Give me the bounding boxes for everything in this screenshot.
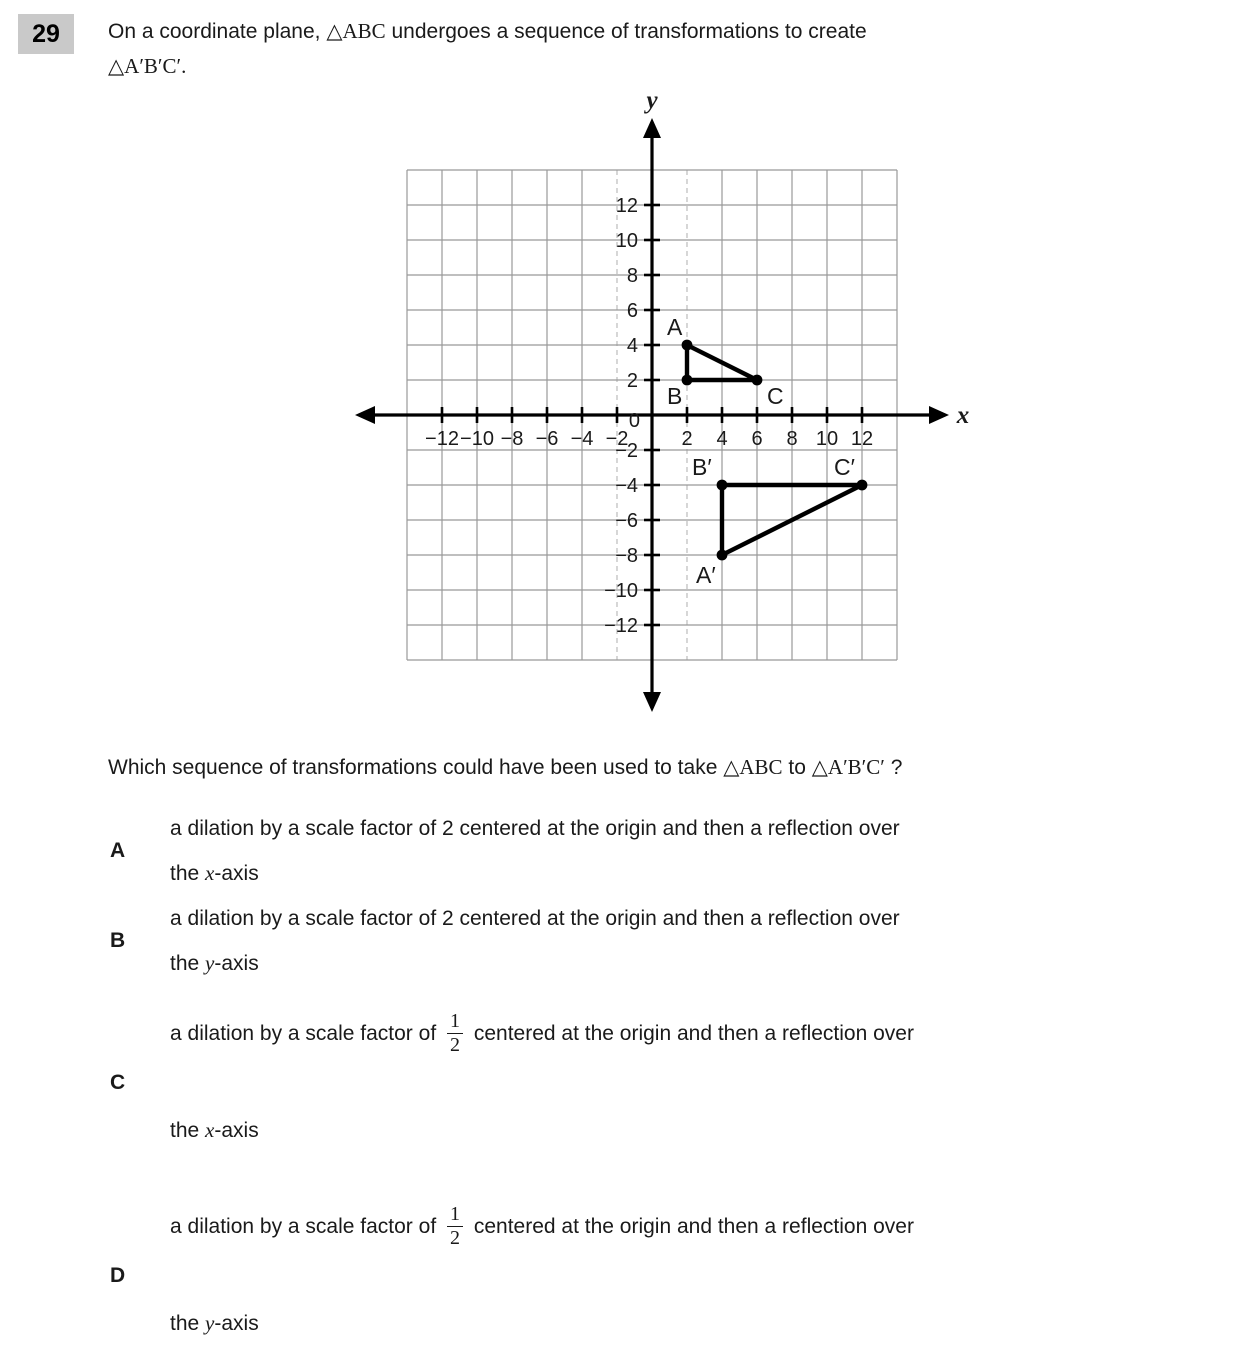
prompt-part3: ? (884, 756, 903, 779)
answer-choice-b[interactable] (104, 896, 1204, 986)
choice-text-middle: centered at the origin and then a reflection over (468, 1022, 914, 1045)
vertex-label: A (667, 314, 683, 340)
vertex-label: A′ (696, 562, 716, 588)
vertex-point (682, 340, 693, 351)
vertex-label: B (667, 383, 683, 409)
question-prompt (108, 752, 1198, 783)
x-axis-arrow-right (929, 406, 949, 424)
y-axis-tick-label: 4 (626, 335, 638, 357)
scale-factor-fraction (447, 1011, 463, 1056)
y-axis-tick-label: −12 (604, 615, 638, 637)
choice-text-axis-suffix: -axis (214, 1312, 259, 1335)
vertex-point (857, 480, 868, 491)
y-axis-tick-label: −6 (615, 510, 638, 532)
answer-choice-text-b (170, 896, 900, 986)
y-axis-tick-label: 8 (626, 265, 638, 287)
choice-text-axis-prefix: the (170, 1119, 206, 1142)
fraction-numerator: 1 (450, 1202, 460, 1225)
x-axis-tick-label: 10 (815, 428, 839, 450)
vertex-point (717, 550, 728, 561)
choice-text-leading: a dilation by a scale factor of (170, 1215, 442, 1238)
x-axis-tick-label: −4 (570, 428, 594, 450)
stem-text-part1: On a coordinate plane, (108, 20, 327, 43)
choice-text-leading: a dilation by a scale factor of 2 centered at the origin and then a reflection over (170, 817, 900, 840)
prompt-part1: Which sequence of transformations could have been used to take (108, 756, 724, 779)
vertex-label: C (767, 383, 784, 409)
triangle-a-prime-b-prime-c-prime-symbol: △A′B′C′. (108, 54, 187, 78)
fraction-numerator: 1 (450, 1009, 460, 1032)
answer-choice-text-d (170, 1179, 914, 1372)
y-axis-tick-label: 2 (626, 370, 638, 392)
plotted-shape-2 (692, 454, 867, 588)
answer-choice-a[interactable] (104, 806, 1204, 896)
question-header (0, 14, 1254, 84)
x-axis-tick-label: −6 (535, 428, 559, 450)
origin-label: 0 (628, 410, 640, 432)
choice-axis-variable: y (205, 951, 215, 975)
prompt-triangle-a-prime: △A′B′C′ (811, 755, 885, 779)
y-axis-tick-label: 6 (626, 300, 638, 322)
choice-text-axis-prefix: the (170, 952, 206, 975)
triangle-abc-symbol: △ABC (326, 19, 386, 43)
y-axis-tick-label: −8 (615, 545, 638, 567)
axes (355, 118, 949, 712)
choice-axis-variable: y (205, 1311, 215, 1335)
vertex-label: B′ (692, 454, 712, 480)
question-number-badge: 29 (18, 14, 74, 54)
x-axis-tick-label: −2 (605, 428, 629, 450)
choice-axis-variable: x (205, 1118, 215, 1142)
x-axis-tick-label: 12 (850, 428, 874, 450)
choice-text-axis-prefix: the (170, 862, 206, 885)
vertex-label: C′ (834, 454, 855, 480)
y-axis-tick-label: 10 (615, 230, 638, 252)
answer-choices-list (104, 806, 1204, 1372)
choice-text-axis-suffix: -axis (214, 1119, 259, 1142)
x-axis-tick-label: 2 (681, 428, 693, 450)
x-axis-label: x (956, 402, 970, 429)
vertex-point (752, 375, 763, 386)
y-axis-tick-label: 12 (615, 195, 638, 217)
prompt-part2: to (782, 756, 812, 779)
y-axis-arrow-down (643, 692, 661, 712)
x-axis-tick-label: 8 (786, 428, 798, 450)
answer-choice-c[interactable] (104, 986, 1204, 1179)
stem-text-part2: undergoes a sequence of transformations to create (385, 20, 867, 43)
answer-choice-letter-c: C (110, 1070, 126, 1094)
answer-choice-d[interactable] (104, 1179, 1204, 1372)
y-axis-tick-label: −2 (615, 440, 638, 462)
x-axis-tick-label: −12 (425, 428, 459, 450)
scale-factor-fraction (447, 1204, 463, 1249)
prompt-triangle-abc: △ABC (723, 755, 783, 779)
choice-text-middle: centered at the origin and then a reflection over (468, 1215, 914, 1238)
coordinate-plane-figure (360, 87, 980, 714)
plotted-shape-1 (667, 314, 784, 409)
question-stem (108, 14, 867, 84)
fraction-denominator: 2 (450, 1034, 460, 1057)
x-axis-tick-label: 6 (751, 428, 763, 450)
y-axis-tick-label: −10 (604, 580, 638, 602)
answer-choice-text-a (170, 806, 900, 896)
vertex-point (682, 375, 693, 386)
x-axis-arrow-left (355, 406, 375, 424)
answer-choice-text-c (170, 986, 914, 1179)
choice-text-axis-suffix: -axis (214, 952, 259, 975)
coordinate-plane-svg (360, 87, 980, 714)
answer-choice-letter-a: A (110, 839, 126, 862)
fraction-denominator: 2 (450, 1227, 460, 1250)
x-axis-tick-label: 4 (716, 428, 728, 450)
choice-text-axis-suffix: -axis (214, 862, 259, 885)
choice-text-leading: a dilation by a scale factor of 2 centered at the origin and then a reflection over (170, 907, 900, 930)
y-axis-label: y (646, 87, 658, 114)
choice-text-axis-prefix: the (170, 1312, 206, 1335)
answer-choice-letter-b: B (110, 929, 126, 952)
y-axis-arrow-up (643, 118, 661, 138)
axis-names (643, 87, 969, 429)
y-axis-tick-label: −4 (615, 475, 638, 497)
choice-text-leading: a dilation by a scale factor of (170, 1022, 442, 1045)
choice-axis-variable: x (205, 861, 215, 885)
x-axis-tick-label: −8 (500, 428, 524, 450)
answer-choice-letter-d: D (110, 1263, 126, 1287)
vertex-point (717, 480, 728, 491)
x-axis-tick-label: −10 (460, 428, 494, 450)
